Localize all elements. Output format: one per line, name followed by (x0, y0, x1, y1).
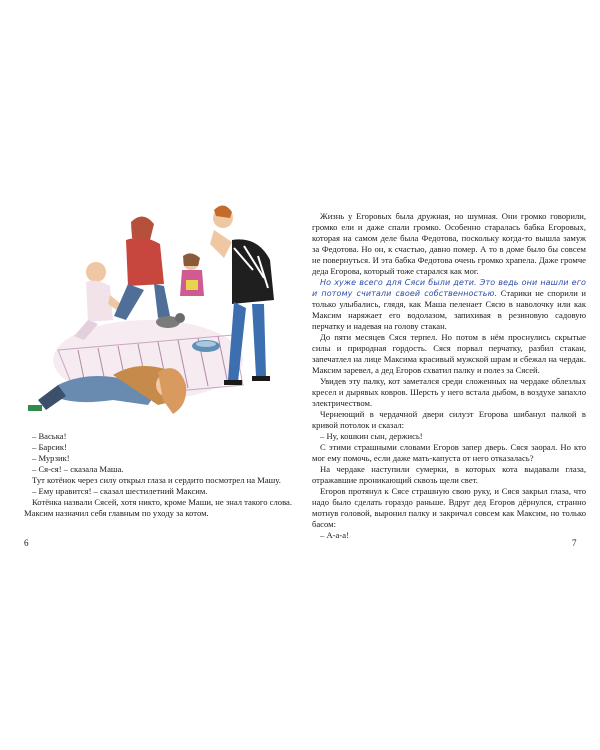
paragraph-1: Жизнь у Егоровых была дружная, но шумная. Они громко говорили, громко ели и даже спали громко. Особенно старалась бабка Егоровых, которая на самом деле была Федотова, поскольку когда-то вышла замуж за Федотова. Но он, к счастью, давно помер. А то в доме было бы совсем не повернуться. И эта бабка Федотова очень громко храпела. Даже громче деда Егорова, который тоже старался как мог. (312, 211, 586, 276)
line-vaska: – Васька! (32, 431, 67, 441)
right-page-text (312, 211, 586, 541)
line-syasya: – Ся-ся! – сказала Маша. (32, 464, 124, 474)
line-murzik: – Мурзик! (32, 453, 70, 463)
paragraph-kitten-eyes: Тут котёнок через силу открыл глаза и сердито посмотрел на Машу. (32, 475, 281, 485)
handwritten-text: Но хуже всего для Сяси были дети. Это ведь они нашли его и потому считали своей собственностью. (312, 278, 586, 298)
paragraph-4: Увидев эту палку, кот заметался среди сложенных на чердаке облезлых кресел и дырявых ковров. Шерсть у него встала дыбом, в воздухе запахло электричеством. (312, 376, 586, 408)
paragraph-9: Егоров протянул к Сясе страшную свою руку, и Сяся закрыл глаза, что надо было сделать гораздо раньше. Вдруг дед Егоров дёрнулся, странно мотнув головой, выронил палку и закричал совсем как Максим, но только басом: (312, 486, 586, 529)
bowl (192, 340, 220, 352)
line-maxim: – Ему нравится! – сказал шестилетний Максим. (32, 486, 208, 496)
page-number-left: 6 (24, 538, 29, 548)
small-child (180, 253, 204, 296)
right-page (300, 0, 600, 750)
paragraph-2-rest: Старики не спорили и только улыбались, глядя, как Маша пеленает Сясю в наволочку или как Максим наряжает его водолазом, запихивая в резиновую садовую перчатку и надевая на голову стакан. (312, 288, 586, 331)
paragraph-10: – А-а-а! (320, 530, 349, 540)
paragraph-7: С этими страшными словами Егоров запер дверь. Сяся заорал. Но кто мог ему помочь, если даже мать-капуста от него отказалась? (312, 442, 586, 463)
paragraph-2 (312, 277, 586, 332)
paragraph-8: На чердаке наступили сумерки, в которых кота выдавали глаза, отражавшие проникающий сквозь щели свет. (312, 464, 586, 485)
paragraph-6: – Ну, кошкин сын, держись! (320, 431, 423, 441)
paragraph-5: Чернеющий в чердачной двери силуэт Егорова шибанул палкой в кривой потолок и сказал: (312, 409, 586, 430)
paragraph-3: До пяти месяцев Сяся терпел. Но потом в нём проснулись скрытые силы и природная гордость. Сяся порвал перчатку, разбил стакан, запечатлел на лице Максима красивый мужской шрам и сбежал на чердак. Максим заревел, а дед Егоров схватил палку и полез за Сясей. (312, 332, 586, 375)
kneeling-woman (114, 216, 170, 320)
paragraph-naming: Котёнка назвали Сясей, хотя никто, кроме Маши, не знал такого слова. Максим назначил себя главным по уходу за котом. (24, 497, 292, 518)
family-illustration (18, 200, 286, 432)
left-page-text (24, 431, 292, 519)
page-number-right: 7 (572, 538, 577, 548)
line-barsik: – Барсик! (32, 442, 67, 452)
